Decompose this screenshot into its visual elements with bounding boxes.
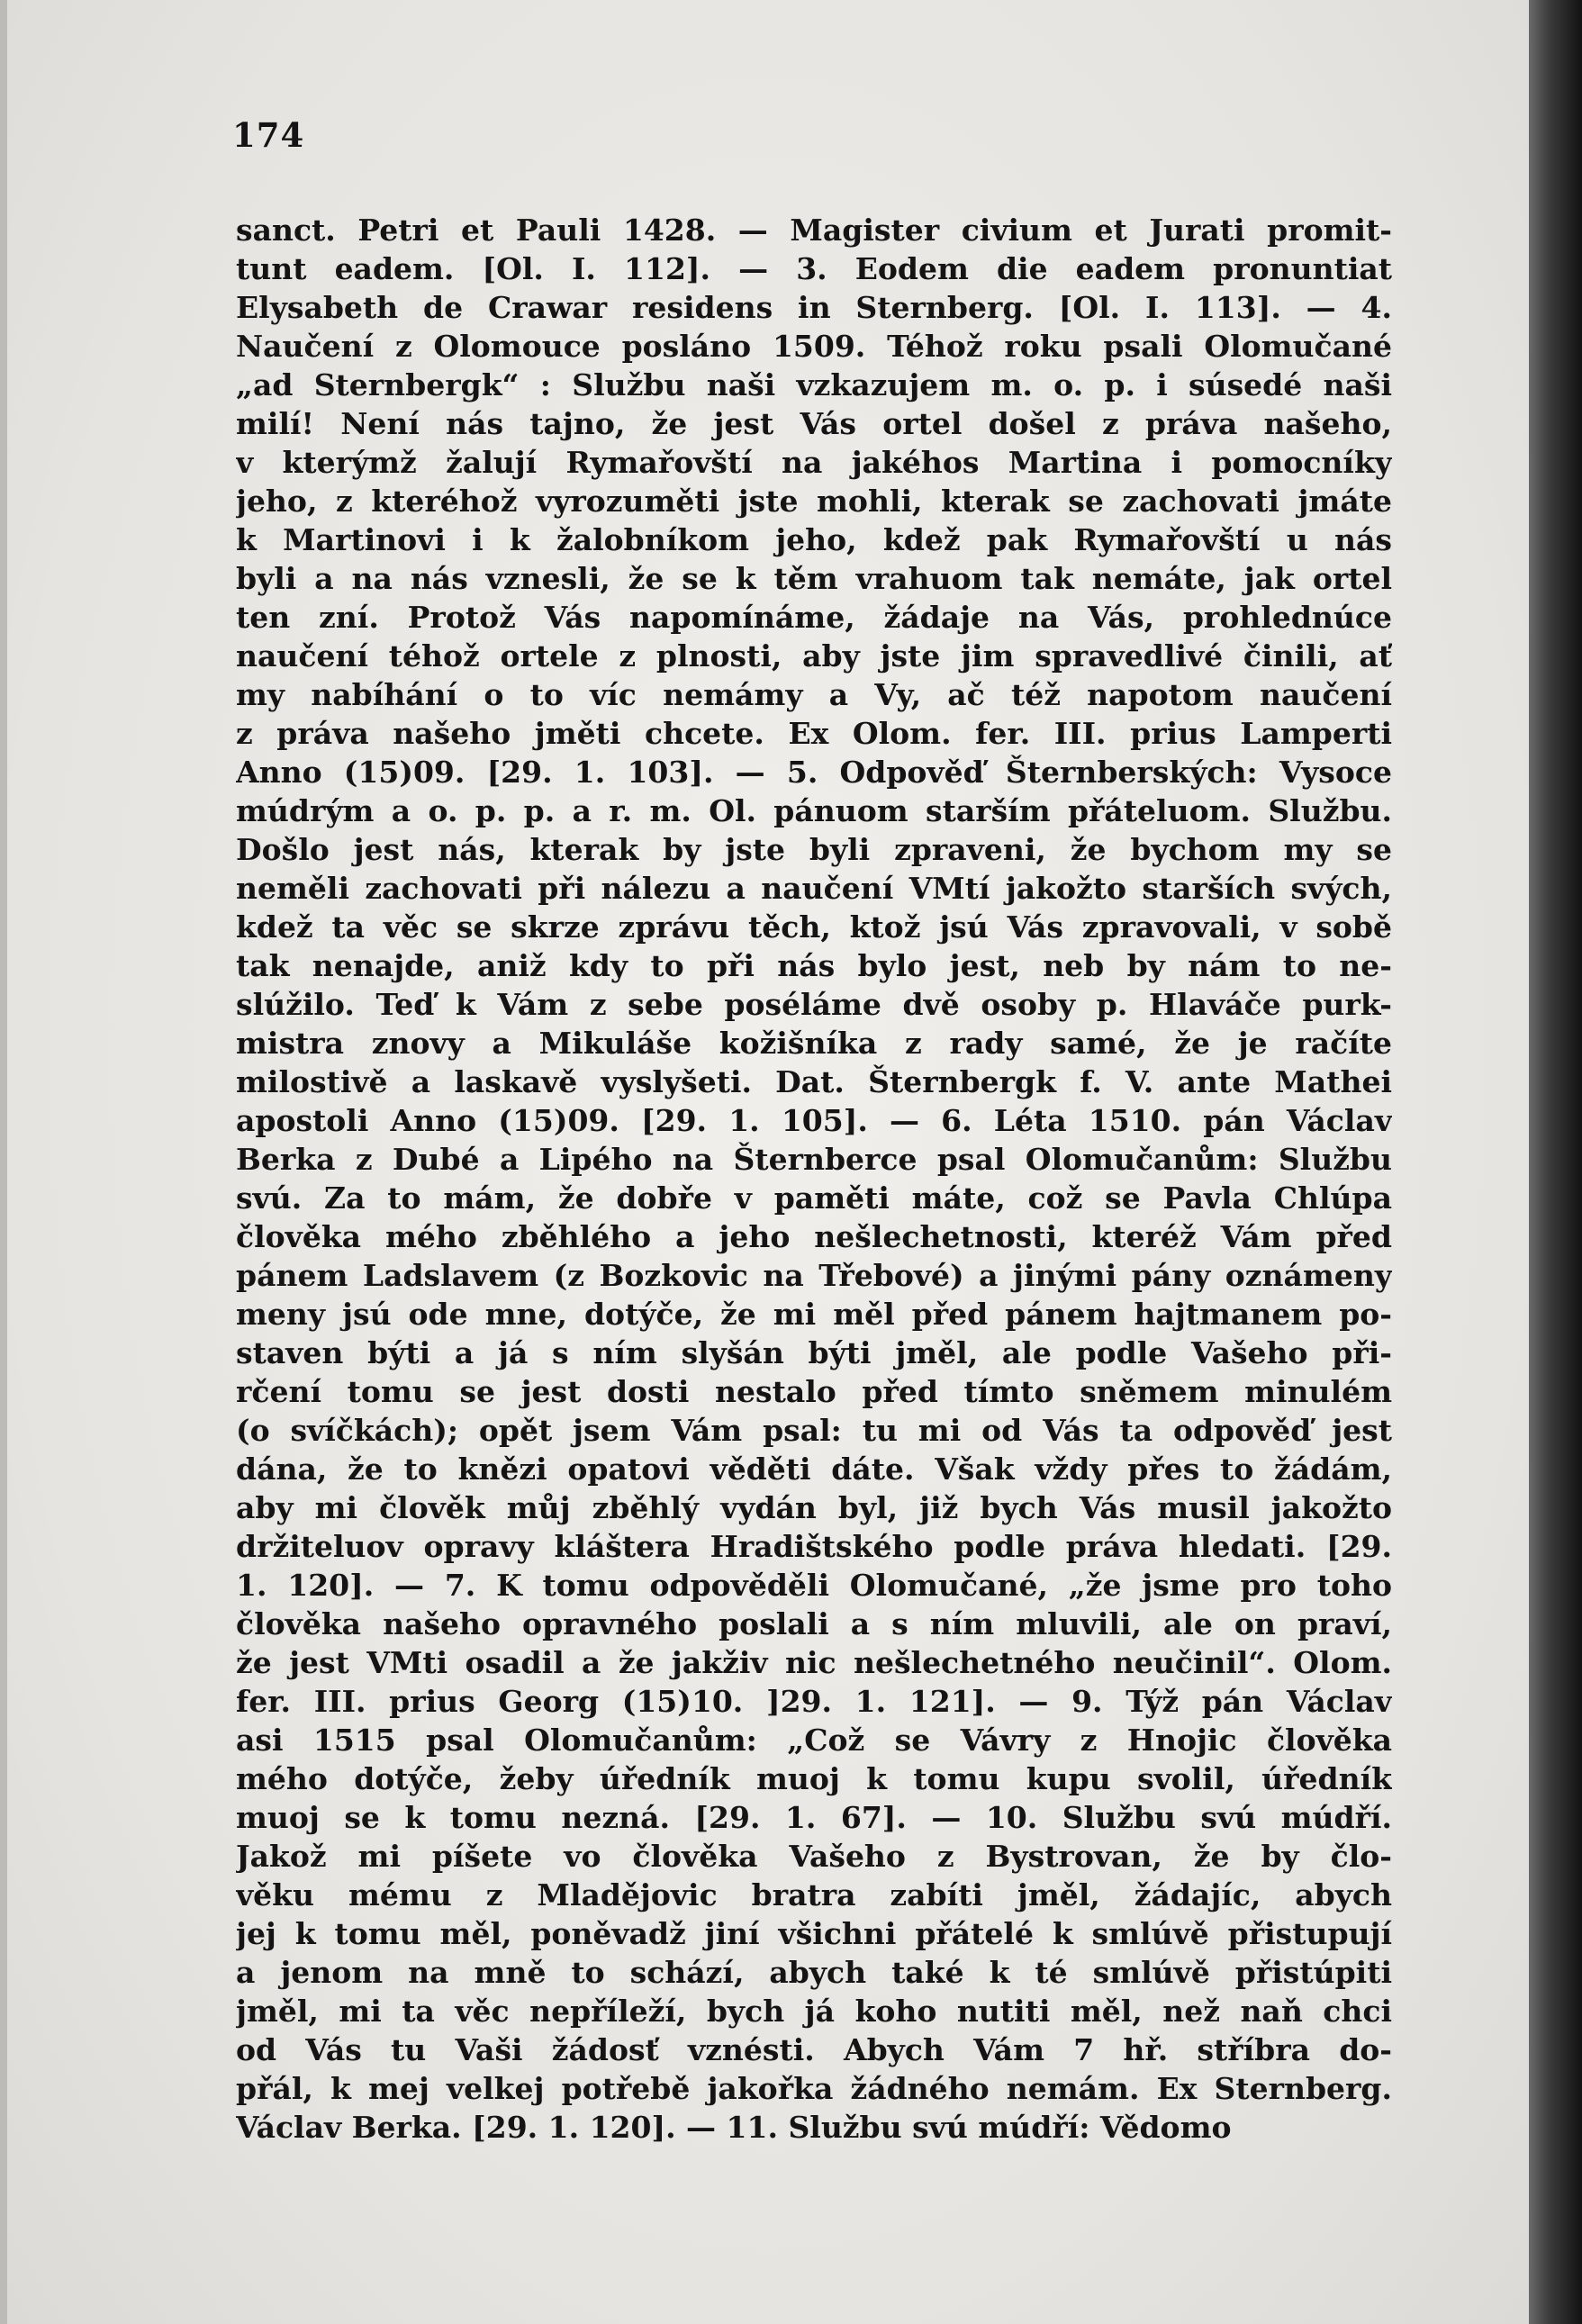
text-line: držiteluov opravy kláštera Hradištského podle práva hledati. [29.: [236, 1529, 1392, 1564]
text-line: muoj se k tomu nezná. [29. 1. 67]. — 10. Službu svú múdří.: [236, 1800, 1392, 1835]
text-line: sanct. Petri et Pauli 1428. — Magister civium et Jurati promit-: [236, 213, 1392, 248]
body-text: [236, 211, 1392, 2147]
text-line: neměli zachovati při nálezu a naučení VMtí jakožto starších svých,: [236, 871, 1392, 906]
text-line: aby mi člověk můj zběhlý vydán byl, již bych Vás musil jakožto: [236, 1490, 1392, 1525]
text-line: (o svíčkách); opět jsem Vám psal: tu mi od Vás ta odpověď jest: [236, 1413, 1392, 1448]
text-line: jeho, z kteréhož vyrozuměti jste mohli, kterak se zachovati jmáte: [236, 484, 1392, 519]
text-line: a jenom na mně to schází, abych také k té smlúvě přistúpiti: [236, 1955, 1392, 1990]
book-spine-shadow: [1529, 0, 1582, 2324]
text-line: k Martinovi i k žalobníkom jeho, kdež pak Rymařovští u nás: [236, 522, 1392, 557]
text-line: byli a na nás vznesli, že se k těm vrahuom tak nemáte, jak ortel: [236, 561, 1392, 596]
text-line: rčení tomu se jest dosti nestalo před tímto sněmem minulém: [236, 1374, 1392, 1409]
text-line: asi 1515 psal Olomučanům: „Což se Vávry z Hnojic člověka: [236, 1723, 1392, 1758]
text-line: z práva našeho jměti chcete. Ex Olom. fer. III. prius Lamperti: [236, 716, 1392, 751]
text-line: ten zní. Protož Vás napomínáme, žádaje na Vás, prohlednúce: [236, 600, 1392, 635]
text-line: múdrým a o. p. p. a r. m. Ol. pánuom starším přáteluom. Službu.: [236, 793, 1392, 828]
text-line: člověka našeho opravného poslali a s ním mluvili, ale on praví,: [236, 1606, 1392, 1641]
text-line: mistra znovy a Mikuláše kožišníka z rady samé, že je račíte: [236, 1026, 1392, 1061]
text-line: v kterýmž žalují Rymařovští na jakéhos Martina i pomocníky: [236, 445, 1392, 480]
text-line: Berka z Dubé a Lipého na Šternberce psal Olomučanům: Službu: [236, 1142, 1392, 1177]
text-line: Václav Berka. [29. 1. 120]. — 11. Službu svú múdří: Vědomo: [236, 2110, 1232, 2145]
text-line: meny jsú ode mne, dotýče, že mi měl před pánem hajtmanem po-: [236, 1297, 1392, 1332]
page-left-edge: [0, 0, 7, 2324]
text-line: Elysabeth de Crawar residens in Sternberg. [Ol. I. 113]. — 4.: [236, 290, 1392, 325]
text-line: pánem Ladslavem (z Bozkovic na Třebové) a jinými pány oznámeny: [236, 1258, 1392, 1293]
text-line: Došlo jest nás, kterak by jste byli zpraveni, že bychom my se: [236, 832, 1392, 867]
text-line: člověka mého zběhlého a jeho nešlechetnosti, kteréž Vám před: [236, 1219, 1392, 1254]
text-line: fer. III. prius Georg (15)10. ]29. 1. 121]. — 9. Týž pán Václav: [236, 1684, 1392, 1719]
text-line: milostivě a laskavě vyslyšeti. Dat. Šternbergk f. V. ante Mathei: [236, 1064, 1392, 1099]
text-line: my nabíhání o to víc nemámy a Vy, ač též napotom naučení: [236, 677, 1392, 712]
text-line: tunt eadem. [Ol. I. 112]. — 3. Eodem die eadem pronuntiat: [236, 251, 1392, 286]
text-line: tak nenajde, aniž kdy to při nás bylo jest, neb by nám to ne-: [236, 948, 1392, 983]
text-line: od Vás tu Vaši žádosť vznésti. Abych Vám 7 hř. stříbra do-: [236, 2032, 1392, 2067]
text-line: milí! Není nás tajno, že jest Vás ortel došel z práva našeho,: [236, 406, 1392, 441]
text-line: Naučení z Olomouce posláno 1509. Téhož roku psali Olomučané: [236, 329, 1392, 364]
text-line: apostoli Anno (15)09. [29. 1. 105]. — 6. Léta 1510. pán Václav: [236, 1103, 1392, 1138]
text-line: slúžilo. Teď k Vám z sebe poséláme dvě osoby p. Hlaváče purk-: [236, 987, 1392, 1022]
text-line: kdež ta věc se skrze zprávu těch, ktož jsú Vás zpravovali, v sobě: [236, 909, 1392, 945]
text-line: Jakož mi píšete vo člověka Vašeho z Bystrovan, že by člo-: [236, 1839, 1392, 1874]
text-line: naučení téhož ortele z plnosti, aby jste jim spravedlivé činili, ať: [236, 638, 1392, 674]
text-line: staven býti a já s ním slyšán býti jměl, ale podle Vašeho při-: [236, 1335, 1392, 1370]
text-line: „ad Sternbergk“ : Službu naši vzkazujem m. o. p. i súsedé naši: [236, 367, 1392, 402]
text-line: dána, že to knězi opatovi věděti dáte. Však vždy přes to žádám,: [236, 1451, 1392, 1487]
text-line: přál, k mej velkej potřebě jakořka žádného nemám. Ex Sternberg.: [236, 2071, 1392, 2106]
page-number: 174: [232, 115, 305, 155]
text-line: Anno (15)09. [29. 1. 103]. — 5. Odpověď Šternberských: Vysoce: [236, 755, 1392, 790]
text-line: mého dotýče, žeby úředník muoj k tomu kupu svolil, úředník: [236, 1761, 1392, 1796]
text-line: jej k tomu měl, poněvadž jiní všichni přátelé k smlúvě přistupují: [236, 1916, 1392, 1951]
text-line: 1. 120]. — 7. K tomu odpověděli Olomučané, „že jsme pro toho: [236, 1568, 1392, 1603]
text-line: věku mému z Mladějovic bratra zabíti jměl, žádajíc, abych: [236, 1877, 1392, 1913]
text-line: jměl, mi ta věc nepříleží, bych já koho nutiti měl, než naň chci: [236, 1994, 1392, 2029]
text-line: svú. Za to mám, že dobře v paměti máte, což se Pavla Chlúpa: [236, 1180, 1392, 1216]
text-line: že jest VMti osadil a že jakživ nic nešlechetného neučinil“. Olom.: [236, 1645, 1392, 1680]
